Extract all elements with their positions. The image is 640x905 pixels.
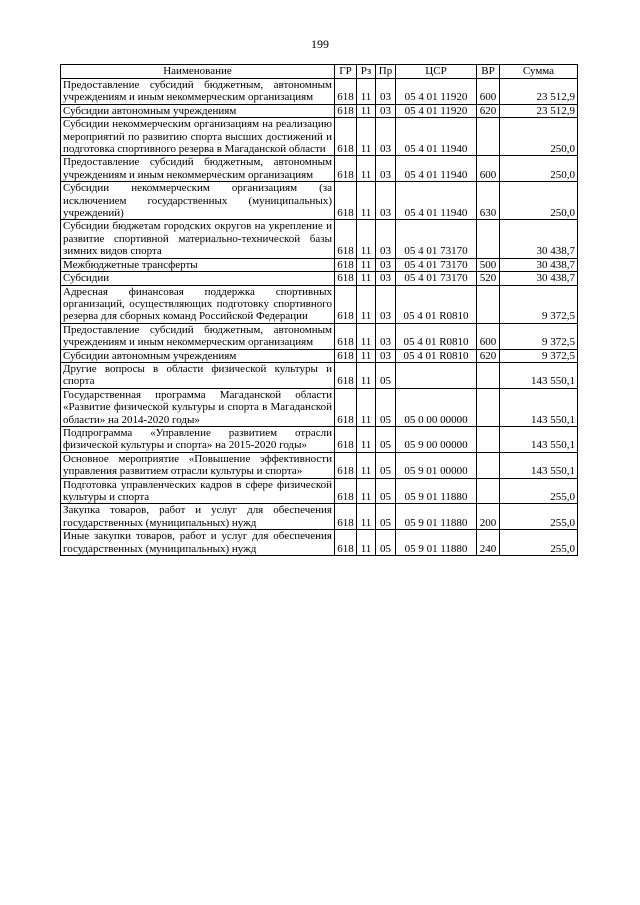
row-vr bbox=[477, 478, 500, 504]
header-name: Наименование bbox=[61, 65, 335, 79]
row-csr bbox=[396, 362, 477, 388]
row-name: Субсидии автономным учреждениям bbox=[61, 104, 335, 117]
row-sum: 23 512,9 bbox=[500, 104, 578, 117]
row-name: Адресная финансовая поддержка спортивных организаций, осуществляющих подготовку спортивного резерва для сборных команд Российской Федерации bbox=[61, 285, 335, 323]
row-vr: 240 bbox=[477, 530, 500, 556]
header-vr: ВР bbox=[477, 65, 500, 79]
table-row bbox=[61, 104, 578, 117]
row-rz: 11 bbox=[357, 118, 376, 156]
row-vr: 520 bbox=[477, 272, 500, 285]
row-name: Подпрограмма «Управление развитием отрасли физической культуры и спорта» на 2015-2020 годы» bbox=[61, 426, 335, 452]
row-sum: 143 550,1 bbox=[500, 388, 578, 426]
row-rz: 11 bbox=[357, 362, 376, 388]
row-sum: 9 372,5 bbox=[500, 285, 578, 323]
row-vr bbox=[477, 388, 500, 426]
row-pr: 03 bbox=[376, 285, 396, 323]
row-pr: 05 bbox=[376, 388, 396, 426]
row-gr: 618 bbox=[335, 478, 357, 504]
row-pr: 05 bbox=[376, 452, 396, 478]
row-gr: 618 bbox=[335, 182, 357, 220]
row-name: Иные закупки товаров, работ и услуг для обеспечения государственных (муниципальных) нужд bbox=[61, 530, 335, 556]
row-name: Субсидии бюджетам городских округов на укрепление и развитие спортивной материально-технической базы зимних видов спорта bbox=[61, 220, 335, 258]
row-csr: 05 4 01 11920 bbox=[396, 104, 477, 117]
row-sum: 143 550,1 bbox=[500, 362, 578, 388]
row-gr: 618 bbox=[335, 362, 357, 388]
row-rz: 11 bbox=[357, 504, 376, 530]
row-rz: 11 bbox=[357, 388, 376, 426]
row-vr bbox=[477, 285, 500, 323]
row-csr: 05 9 00 00000 bbox=[396, 426, 477, 452]
row-name: Субсидии автономным учреждениям bbox=[61, 349, 335, 362]
table-row bbox=[61, 323, 578, 349]
row-vr: 630 bbox=[477, 182, 500, 220]
row-csr: 05 9 01 11880 bbox=[396, 530, 477, 556]
row-csr: 05 9 01 11880 bbox=[396, 478, 477, 504]
table-row bbox=[61, 79, 578, 105]
row-gr: 618 bbox=[335, 530, 357, 556]
row-pr: 03 bbox=[376, 258, 396, 271]
row-sum: 9 372,5 bbox=[500, 349, 578, 362]
row-name: Основное мероприятие «Повышение эффективности управления развитием отрасли культуры и спорта» bbox=[61, 452, 335, 478]
row-name: Государственная программа Магаданской области «Развитие физической культуры и спорта в Магаданской области» на 2014-2020 годы» bbox=[61, 388, 335, 426]
table-row bbox=[61, 362, 578, 388]
row-gr: 618 bbox=[335, 104, 357, 117]
row-csr: 05 4 01 11940 bbox=[396, 156, 477, 182]
row-name: Подготовка управленческих кадров в сфере физической культуры и спорта bbox=[61, 478, 335, 504]
row-pr: 03 bbox=[376, 104, 396, 117]
row-pr: 03 bbox=[376, 220, 396, 258]
row-rz: 11 bbox=[357, 272, 376, 285]
row-sum: 255,0 bbox=[500, 504, 578, 530]
table-row bbox=[61, 530, 578, 556]
row-vr: 500 bbox=[477, 258, 500, 271]
row-name: Субсидии bbox=[61, 272, 335, 285]
row-rz: 11 bbox=[357, 349, 376, 362]
row-pr: 05 bbox=[376, 426, 396, 452]
row-sum: 255,0 bbox=[500, 530, 578, 556]
row-vr: 620 bbox=[477, 349, 500, 362]
row-pr: 03 bbox=[376, 118, 396, 156]
row-rz: 11 bbox=[357, 452, 376, 478]
table-row bbox=[61, 452, 578, 478]
header-pr: Пр bbox=[376, 65, 396, 79]
page-number: 199 bbox=[311, 37, 329, 51]
row-gr: 618 bbox=[335, 118, 357, 156]
row-name: Закупка товаров, работ и услуг для обеспечения государственных (муниципальных) нужд bbox=[61, 504, 335, 530]
row-csr: 05 4 01 R0810 bbox=[396, 323, 477, 349]
row-pr: 05 bbox=[376, 478, 396, 504]
row-rz: 11 bbox=[357, 530, 376, 556]
row-rz: 11 bbox=[357, 182, 376, 220]
row-gr: 618 bbox=[335, 79, 357, 105]
header-gr: ГР bbox=[335, 65, 357, 79]
row-rz: 11 bbox=[357, 258, 376, 271]
row-csr: 05 4 01 73170 bbox=[396, 220, 477, 258]
row-rz: 11 bbox=[357, 426, 376, 452]
row-vr: 200 bbox=[477, 504, 500, 530]
row-name: Межбюджетные трансферты bbox=[61, 258, 335, 271]
header-csr: ЦСР bbox=[396, 65, 477, 79]
row-rz: 11 bbox=[357, 220, 376, 258]
row-vr bbox=[477, 220, 500, 258]
row-gr: 618 bbox=[335, 452, 357, 478]
table-row bbox=[61, 478, 578, 504]
table-row bbox=[61, 156, 578, 182]
table-row bbox=[61, 182, 578, 220]
row-csr: 05 4 01 11940 bbox=[396, 182, 477, 220]
row-gr: 618 bbox=[335, 272, 357, 285]
row-pr: 05 bbox=[376, 362, 396, 388]
row-vr bbox=[477, 118, 500, 156]
row-csr: 05 0 00 00000 bbox=[396, 388, 477, 426]
row-sum: 30 438,7 bbox=[500, 258, 578, 271]
row-pr: 03 bbox=[376, 349, 396, 362]
table-row bbox=[61, 220, 578, 258]
row-vr bbox=[477, 426, 500, 452]
row-csr: 05 4 01 11940 bbox=[396, 118, 477, 156]
header-rz: Рз bbox=[357, 65, 376, 79]
row-sum: 9 372,5 bbox=[500, 323, 578, 349]
table-row bbox=[61, 118, 578, 156]
row-pr: 05 bbox=[376, 530, 396, 556]
row-vr: 600 bbox=[477, 156, 500, 182]
row-name: Субсидии некоммерческим организациям (за исключением государственных (муниципальных) учреждений) bbox=[61, 182, 335, 220]
table-row bbox=[61, 258, 578, 271]
row-pr: 03 bbox=[376, 156, 396, 182]
row-name: Предоставление субсидий бюджетным, автономным учреждениям и иным некоммерческим организациям bbox=[61, 79, 335, 105]
row-sum: 30 438,7 bbox=[500, 220, 578, 258]
row-gr: 618 bbox=[335, 285, 357, 323]
row-gr: 618 bbox=[335, 504, 357, 530]
row-csr: 05 4 01 R0810 bbox=[396, 285, 477, 323]
row-name: Предоставление субсидий бюджетным, автономным учреждениям и иным некоммерческим организациям bbox=[61, 156, 335, 182]
row-sum: 250,0 bbox=[500, 118, 578, 156]
row-vr: 620 bbox=[477, 104, 500, 117]
row-vr: 600 bbox=[477, 79, 500, 105]
row-rz: 11 bbox=[357, 156, 376, 182]
row-gr: 618 bbox=[335, 349, 357, 362]
row-pr: 03 bbox=[376, 79, 396, 105]
row-pr: 03 bbox=[376, 182, 396, 220]
row-gr: 618 bbox=[335, 156, 357, 182]
row-csr: 05 4 01 R0810 bbox=[396, 349, 477, 362]
row-vr: 600 bbox=[477, 323, 500, 349]
header-sum: Сумма bbox=[500, 65, 578, 79]
table-row bbox=[61, 285, 578, 323]
row-sum: 23 512,9 bbox=[500, 79, 578, 105]
table-row bbox=[61, 388, 578, 426]
row-csr: 05 9 01 00000 bbox=[396, 452, 477, 478]
row-csr: 05 4 01 73170 bbox=[396, 258, 477, 271]
table-header-row bbox=[61, 65, 578, 79]
row-name: Другие вопросы в области физической культуры и спорта bbox=[61, 362, 335, 388]
row-sum: 143 550,1 bbox=[500, 426, 578, 452]
row-sum: 255,0 bbox=[500, 478, 578, 504]
row-rz: 11 bbox=[357, 478, 376, 504]
row-vr bbox=[477, 452, 500, 478]
row-sum: 143 550,1 bbox=[500, 452, 578, 478]
row-sum: 250,0 bbox=[500, 182, 578, 220]
row-name: Предоставление субсидий бюджетным, автономным учреждениям и иным некоммерческим организациям bbox=[61, 323, 335, 349]
row-csr: 05 4 01 73170 bbox=[396, 272, 477, 285]
row-pr: 03 bbox=[376, 272, 396, 285]
row-pr: 05 bbox=[376, 504, 396, 530]
row-rz: 11 bbox=[357, 323, 376, 349]
row-gr: 618 bbox=[335, 323, 357, 349]
row-sum: 30 438,7 bbox=[500, 272, 578, 285]
row-rz: 11 bbox=[357, 285, 376, 323]
row-pr: 03 bbox=[376, 323, 396, 349]
table-row bbox=[61, 272, 578, 285]
row-sum: 250,0 bbox=[500, 156, 578, 182]
budget-table bbox=[60, 64, 578, 556]
row-vr bbox=[477, 362, 500, 388]
table-row bbox=[61, 504, 578, 530]
row-gr: 618 bbox=[335, 426, 357, 452]
row-gr: 618 bbox=[335, 220, 357, 258]
row-name: Субсидии некоммерческим организациям на реализацию мероприятий по развитию спорта высших достижений и подготовка спортивного резерва в Магаданской области bbox=[61, 118, 335, 156]
row-gr: 618 bbox=[335, 388, 357, 426]
row-csr: 05 9 01 11880 bbox=[396, 504, 477, 530]
row-rz: 11 bbox=[357, 104, 376, 117]
row-gr: 618 bbox=[335, 258, 357, 271]
table-row bbox=[61, 349, 578, 362]
table-row bbox=[61, 426, 578, 452]
row-csr: 05 4 01 11920 bbox=[396, 79, 477, 105]
row-rz: 11 bbox=[357, 79, 376, 105]
